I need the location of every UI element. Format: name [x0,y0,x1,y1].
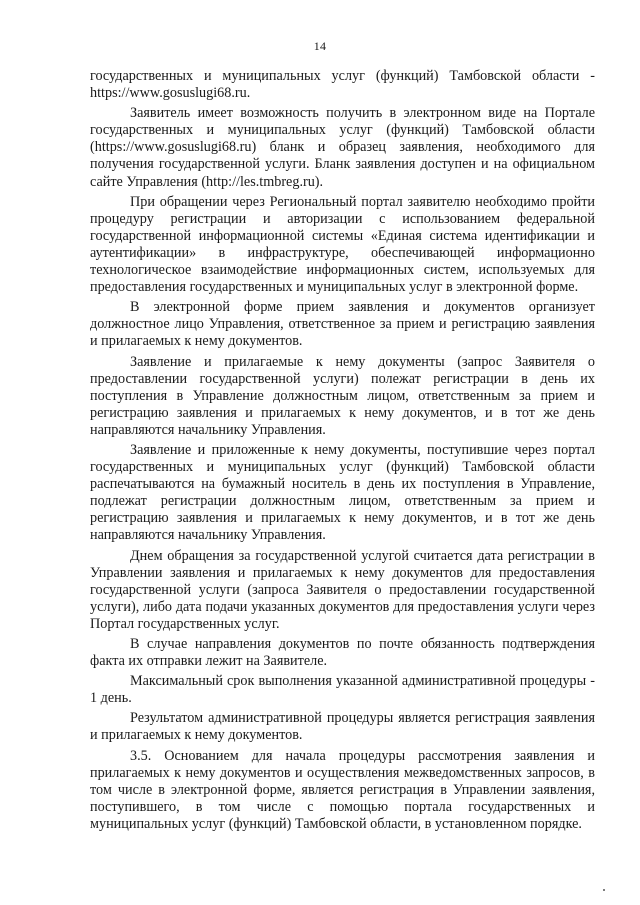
scan-speck [603,889,605,891]
paragraph-registration-day: Заявление и прилагаемые к нему документы (запрос Заявителя о предоставлении государственной услуги) полежат регистрации в день их поступления в Управление должностным лицом, ответственным за прием и регистрацию заявления и прилагаемых к нему документов, и в тот же день направляются начальнику Управления. [90,353,595,438]
paragraph-day-of-request: Днем обращения за государственной услугой считается дата регистрации в Управлении заявления и прилагаемых к нему документов для предоставления государственной услуги (запроса Заявителя о предоставлении государственной услуги), либо дата подачи указанных документов для предоставления услуги через Портал государственных услуг. [90,547,595,632]
paragraph-result: Результатом административной процедуры является регистрация заявления и прилагаемых к нему документов. [90,710,595,744]
page-number: 14 [313,39,327,53]
paragraph-section-3-5: 3.5. Основанием для начала процедуры рассмотрения заявления и прилагаемых к нему документов и осуществления межведомственных запросов, в том числе в электронной форме, является регистрация в Управлении заявления, поступившего, в том числе с помощью портала государственных и муниципальных услуг (функций) Тамбовской области, в установленном порядке. [90,747,595,832]
paragraph-printing: Заявление и приложенные к нему документы, поступившие через портал государственных и муниципальных услуг (функций) Тамбовской области распечатываются на бумажный носитель в день их поступления в Управление, подлежат регистрации должностным лицом, ответственным за прием и регистрацию заявления и прилагаемых к нему документов, и в тот же день направляются начальнику Управления. [90,441,595,544]
paragraph-portal-url: государственных и муниципальных услуг (функций) Тамбовской области - https://www.gosuslugi68.ru. [90,68,595,102]
paragraph-mail: В случае направления документов по почте обязанность подтверждения факта их отправки лежит на Заявителе. [90,636,595,670]
paragraph-electronic-reception: В электронной форме прием заявления и документов организует должностное лицо Управления, ответственное за прием и регистрацию заявления и прилагаемых к нему документов. [90,299,595,350]
document-body [90,68,595,836]
paragraph-max-term: Максимальный срок выполнения указанной административной процедуры - 1 день. [90,673,595,707]
paragraph-regional-portal: При обращении через Региональный портал заявителю необходимо пройти процедуру регистрации и авторизации с использованием федеральной государственной информационной системы «Единая система идентификации и аутентификации» в инфраструктуре, обеспечивающей информационно технологическое взаимодействие информационных систем, используемых для предоставления государственных и муниципальных услуг в электронной форме. [90,193,595,296]
paragraph-application-form: Заявитель имеет возможность получить в электронном виде на Портале государственных и муниципальных услуг (функций) Тамбовской области (https://www.gosuslugi68.ru) бланк и образец заявления, необходимого для получения государственной услуги. Бланк заявления доступен и на официальном сайте Управления (http://les.tmbreg.ru). [90,105,595,190]
